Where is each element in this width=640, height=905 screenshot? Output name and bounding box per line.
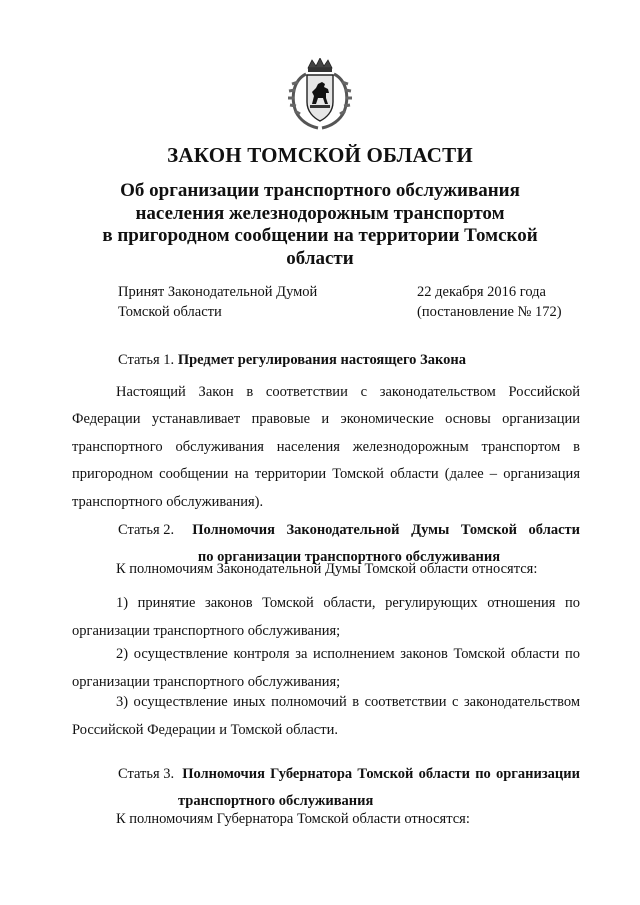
- law-title: ЗАКОН ТОМСКОЙ ОБЛАСТИ: [167, 143, 473, 167]
- article-1-heading: [118, 350, 466, 371]
- article-1-text: Настоящий Закон в соответствии с законодательством Российской Федерации устанавливает правовые и экономические основы организации транспортного обслуживания населения железнодорожным транспортом в пригородном сообщении на территории Томской области (далее – организация транспортного обслуживания).: [72, 383, 580, 510]
- coat-of-arms-icon: [288, 58, 352, 130]
- article-3-prefix: Статья 3.: [118, 766, 175, 782]
- article-1-title: Предмет регулирования настоящего Закона: [177, 352, 466, 368]
- adoption-date-line: 22 декабря 2016 года: [417, 284, 546, 300]
- adoption-body: [118, 282, 317, 322]
- adoption-body-line: Томской области: [118, 304, 222, 320]
- subtitle-line: населения железнодорожным транспортом: [135, 202, 505, 224]
- subtitle-line: области: [286, 247, 354, 269]
- article-2-prefix: Статья 2.: [118, 522, 175, 538]
- article-3-heading: [118, 764, 580, 812]
- article-3-title-line2: транспортного обслуживания: [178, 793, 374, 809]
- article-2-heading-line: [118, 520, 580, 541]
- law-subtitle: [90, 180, 550, 270]
- adoption-date: [417, 282, 562, 322]
- article-2-title-line2: по организации транспортного обслуживания: [197, 549, 501, 565]
- article-3-title-line1: Полномочия Губернатора Томской области по организации: [182, 766, 580, 782]
- adoption-resolution-line: (постановление № 172): [417, 304, 562, 320]
- article-2-intro: К полномочиям Законодательной Думы Томской области относятся:: [116, 561, 538, 577]
- article-2-title-line1: Полномочия Законодательной Думы Томской области: [192, 522, 580, 538]
- adoption-body-line: Принят Законодательной Думой: [118, 284, 318, 300]
- article-2-item-3: 3) осуществление иных полномочий в соответствии с законодательством Российской Федерации и Томской области.: [72, 694, 580, 738]
- subtitle-line: Об организации транспортного обслуживания: [120, 180, 520, 201]
- subtitle-line: в пригородном сообщении на территории Томской: [102, 225, 538, 246]
- article-3-intro: К полномочиям Губернатора Томской области относятся:: [116, 811, 470, 827]
- article-2-item-1: 1) принятие законов Томской области, регулирующих отношения по организации транспортного обслуживания;: [72, 595, 580, 639]
- article-3-heading-line: [118, 764, 580, 785]
- article-1-prefix: Статья 1.: [118, 352, 175, 368]
- article-2-item-2: 2) осуществление контроля за исполнением законов Томской области по организации транспортного обслуживания;: [72, 646, 580, 690]
